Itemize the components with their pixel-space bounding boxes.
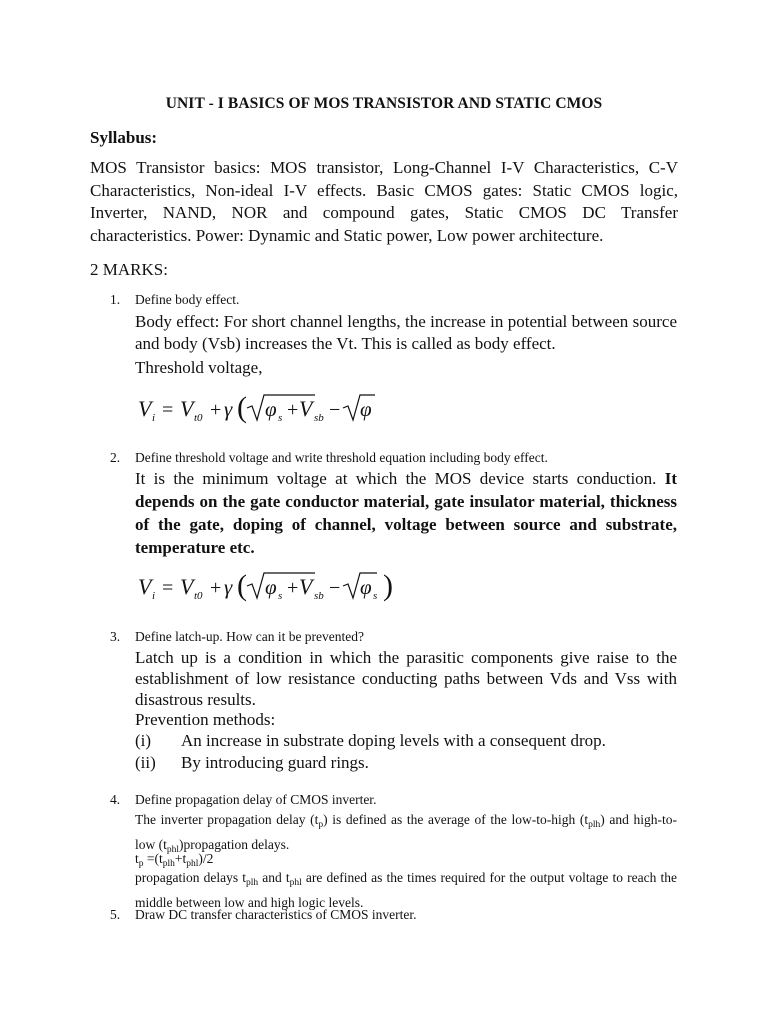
delay-explanation: propagation delays $t_{plh}$ and $t_{phl}$ are defined as the times required for the output voltage to reach the middle between low and high logic levels. <box>135 870 677 910</box>
question-number: 1. <box>110 292 121 307</box>
svg-text:(: ( <box>237 391 247 424</box>
svg-text:φ: φ <box>265 397 277 421</box>
page-title: UNIT - I BASICS OF MOS TRANSISTOR AND STATIC CMOS <box>165 95 603 112</box>
svg-text:s: s <box>278 412 283 424</box>
list-item-text: By introducing guard rings. <box>181 753 369 772</box>
question-number: 2. <box>110 450 121 465</box>
svg-text:φ: φ <box>265 575 277 599</box>
answer-bold: It depends on the gate conductor material, gate insulator material, thickness of the gate, doping of channel, voltage between source and substrate, temperature etc. <box>135 469 678 557</box>
list-item <box>135 730 677 752</box>
svg-text:=: = <box>162 399 174 421</box>
list-item-text: An increase in substrate doping levels with a consequent drop. <box>181 731 606 750</box>
list-item-number: (ii) <box>135 753 156 772</box>
svg-text:γ: γ <box>224 575 233 599</box>
svg-text:sb: sb <box>314 412 324 424</box>
question-number: 5. <box>110 907 121 922</box>
svg-text:i: i <box>152 590 156 602</box>
answer-text: Body effect: For short channel lengths, the increase in potential between source and body (Vsb) increases the Vt. This is called as body effect. <box>135 312 677 353</box>
syllabus-text: MOS Transistor basics: MOS transistor, Long-Channel I-V Characteristics, C-V Characteristics, Non-ideal I-V effects. Basic CMOS gates: Static CMOS logic, Inverter, NAND, NOR and compound gates, Static CMOS DC Transfer characteristics. Power: Dynamic and Static power, Low power architecture. <box>90 158 678 245</box>
svg-text:i: i <box>152 412 156 424</box>
question-text: Define propagation delay of CMOS inverter. <box>135 792 377 807</box>
svg-text:t0: t0 <box>194 590 203 602</box>
threshold-equation-2 <box>135 568 405 606</box>
svg-text:(: ( <box>237 569 247 602</box>
answer-plain: It is the minimum voltage at which the MOS device starts conduction. <box>135 469 657 488</box>
svg-text:+: + <box>287 399 299 421</box>
svg-text:s: s <box>278 590 283 602</box>
svg-text:V: V <box>138 396 152 421</box>
svg-text:): ) <box>383 569 393 602</box>
svg-text:+: + <box>210 399 222 421</box>
svg-text:V: V <box>299 396 313 421</box>
svg-text:+: + <box>287 577 299 599</box>
svg-text:V: V <box>180 396 194 421</box>
prevention-label: Prevention methods: <box>135 710 276 729</box>
threshold-equation <box>135 390 375 428</box>
list-item-number: (i) <box>135 731 152 750</box>
svg-text:−: − <box>329 577 341 599</box>
marks-heading: 2 MARKS: <box>90 260 168 279</box>
delay-formula: $t_p =(t_{plh}+t_{phl})/2$ <box>135 851 214 869</box>
svg-text:V: V <box>299 574 313 599</box>
svg-text:sb: sb <box>314 590 324 602</box>
svg-text:V: V <box>180 574 194 599</box>
answer-text <box>135 467 677 559</box>
list-item <box>135 752 677 774</box>
svg-text:V: V <box>138 574 152 599</box>
svg-text:+: + <box>210 577 222 599</box>
svg-text:γ: γ <box>224 397 233 421</box>
answer-text: Latch up is a condition in which the parasitic components give raise to the establishment of low resistance conducting paths between Vds and Vss with disastrous results. <box>135 648 677 709</box>
delay-definition: The inverter propagation delay $(t_p)$ is defined as the average of the low-to-high $(t_{plh})$ and high-to-low $(t_{phl})propagation$ delays. <box>135 812 677 855</box>
svg-text:=: = <box>162 577 174 599</box>
threshold-label: Threshold voltage, <box>135 358 263 377</box>
syllabus-heading: Syllabus: <box>90 128 158 147</box>
question-text: Define body effect. <box>135 292 240 307</box>
question-number: 4. <box>110 792 121 807</box>
svg-text:−: − <box>329 399 341 421</box>
svg-text:φ: φ <box>360 397 372 421</box>
question-text: Draw DC transfer characteristics of CMOS inverter. <box>135 907 417 922</box>
svg-text:s: s <box>373 590 378 602</box>
svg-text:φ: φ <box>360 575 372 599</box>
question-text: Define threshold voltage and write threshold equation including body effect. <box>135 450 548 465</box>
svg-text:t0: t0 <box>194 412 203 424</box>
question-number: 3. <box>110 629 121 644</box>
question-text: Define latch-up. How can it be prevented? <box>135 629 365 644</box>
